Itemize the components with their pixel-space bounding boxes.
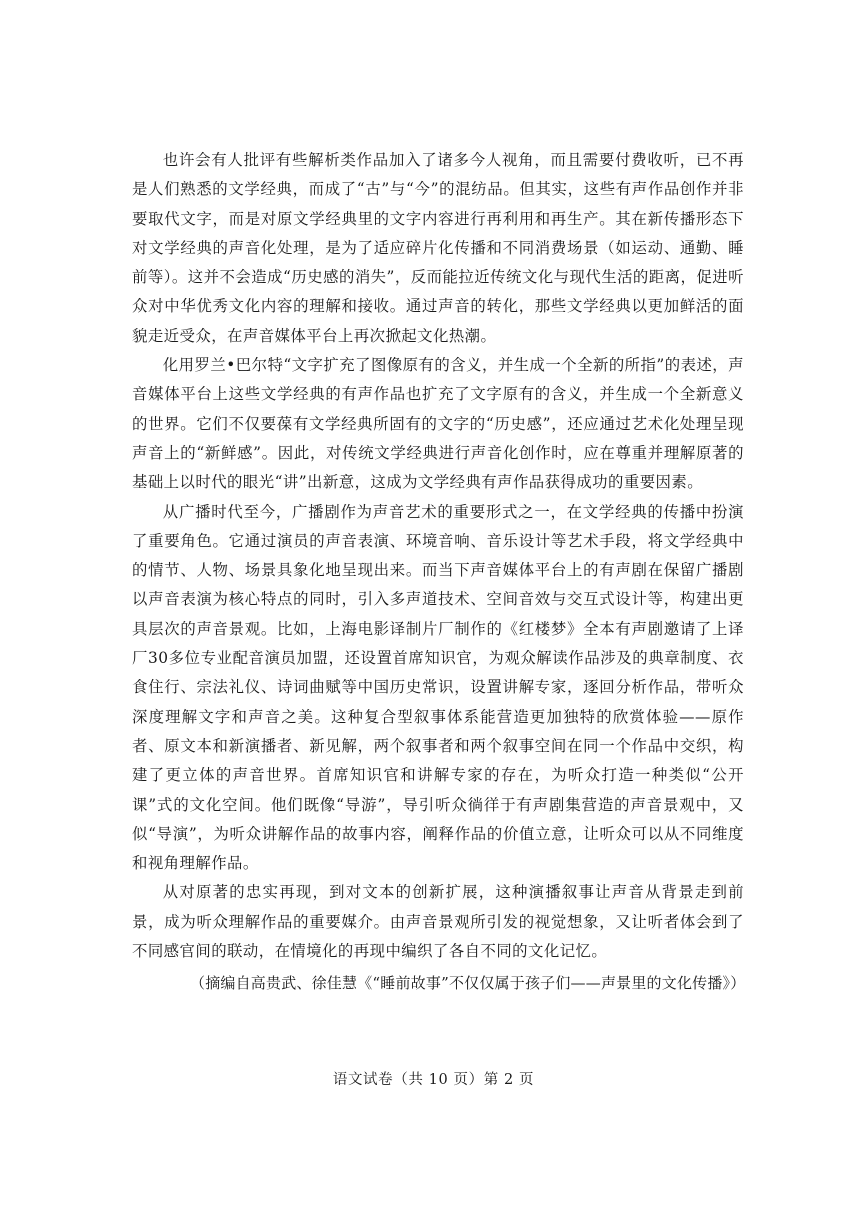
page-footer: 语文试卷（共 10 页）第 2 页	[332, 1072, 535, 1088]
reading-passage	[132, 146, 744, 966]
paragraph-1: 也许会有人批评有些解析类作品加入了诸多今人视角，而且需要付费收听，已不再是人们熟悉的文学经典，而成了“古”与“今”的混纺品。但其实，这些有声作品创作并非要取代文字，而是对原文学经典里的文字内容进行再利用和再生产。其在新传播形态下对文学经典的声音化处理，是为了适应碎片化传播和不同消费场景（如运动、通勤、睡前等）。这并不会造成“历史感的消失”，反而能拉近传统文化与现代生活的距离，促进听众对中华优秀文化内容的理解和接收。通过声音的转化，那些文学经典以更加鲜活的面貌走近受众，在声音媒体平台上再次掀起文化热潮。	[132, 151, 744, 345]
paragraph-3: 从广播时代至今，广播剧作为声音艺术的重要形式之一，在文学经典的传播中扮演了重要角色。它通过演员的声音表演、环境音响、音乐设计等艺术手段，将文学经典中的情节、人物、场景具象化地呈现出来。而当下声音媒体平台上的有声剧在保留广播剧以声音表演为核心特点的同时，引入多声道技术、空间音效与交互式设计等，构建出更具层次的声音景观。比如，上海电影译制片厂制作的《红楼梦》全本有声剧邀请了上译厂30多位专业配音演员加盟，还设置首席知识官，为观众解读作品涉及的典章制度、衣食住行、宗法礼仪、诗词曲赋等中国历史常识，设置讲解专家，逐回分析作品，带听众深度理解文字和声音之美。这种复合型叙事体系能营造更加独特的欣赏体验——原作者、原文本和新演播者、新见解，两个叙事者和两个叙事空间在同一个作品中交织，构建了更立体的声音世界。首席知识官和讲解专家的存在，为听众打造一种类似“公开课”式的文化空间。他们既像“导游”，导引听众徜徉于有声剧集营造的声音景观中，又似“导演”，为听众讲解作品的故事内容，阐释作品的价值立意，让听众可以从不同维度和视角理解作品。	[132, 502, 744, 873]
paragraph-4: 从对原著的忠实再现，到对文本的创新扩展，这种演播叙事让声音从背景走到前景，成为听众理解作品的重要媒介。由声音景观所引发的视觉想象，又让听者体会到了不同感官间的联动，在情境化的再现中编织了各自不同的文化记忆。	[132, 883, 744, 961]
source-citation: （摘编自高贵武、徐佳慧《“睡前故事”不仅仅属于孩子们——声景里的文化传播》）	[190, 974, 746, 992]
paragraph-2: 化用罗兰•巴尔特“文字扩充了图像原有的含义，并生成一个全新的所指”的表述，声音媒体平台上这些文学经典的有声作品也扩充了文字原有的含义，并生成一个全新意义的世界。它们不仅要葆有文学经典所固有的文字的“历史感”，还应通过艺术化处理呈现声音上的“新鲜感”。因此，对传统文学经典进行声音化创作时，应在尊重并理解原著的基础上以时代的眼光“讲”出新意，这成为文学经典有声作品获得成功的重要因素。	[132, 356, 744, 492]
